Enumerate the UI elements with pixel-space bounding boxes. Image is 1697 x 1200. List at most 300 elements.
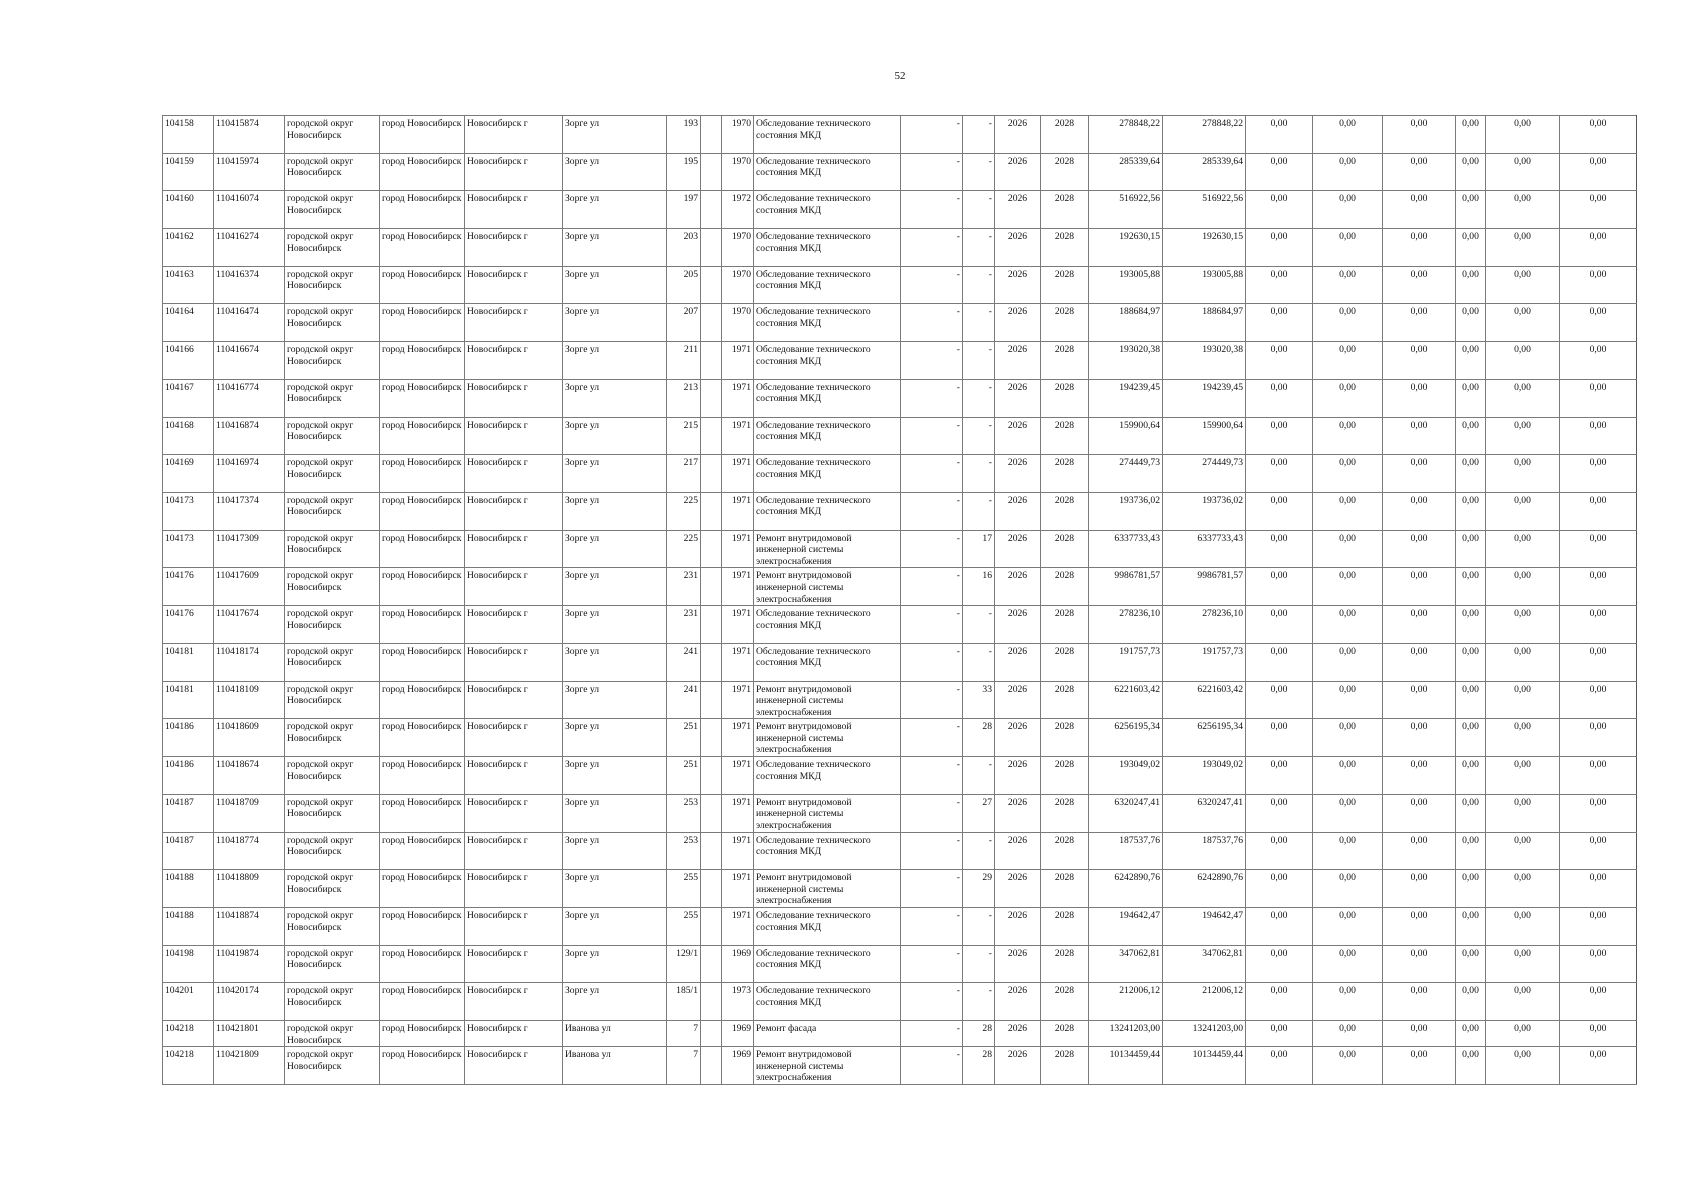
cell-c2: 17 — [963, 530, 995, 568]
cell-start: 2026 — [995, 266, 1041, 304]
cell-f2: 0,00 — [1313, 606, 1383, 644]
cell-house: 211 — [667, 342, 701, 380]
cell-locality: город Новосибирск — [380, 304, 465, 342]
cell-f2: 0,00 — [1313, 794, 1383, 832]
cell-district: городской округ Новосибирск — [285, 568, 380, 606]
cell-code: 110418109 — [214, 681, 285, 719]
cell-c1: - — [901, 1047, 963, 1085]
table-row — [163, 153, 1637, 191]
cell-start: 2026 — [995, 492, 1041, 530]
cell-district: городской округ Новосибирск — [285, 191, 380, 229]
cell-f2: 0,00 — [1313, 643, 1383, 681]
cell-c2: 28 — [963, 1047, 995, 1085]
table-row — [163, 794, 1637, 832]
cell-empty — [701, 530, 722, 568]
cell-house: 195 — [667, 153, 701, 191]
cell-empty — [701, 455, 722, 493]
cell-f6: 0,00 — [1560, 530, 1637, 568]
cell-f2: 0,00 — [1313, 983, 1383, 1021]
cell-district: городской округ Новосибирск — [285, 945, 380, 983]
cell-locality: город Новосибирск — [380, 568, 465, 606]
cell-fund: 6242890,76 — [1163, 870, 1246, 908]
cell-house: 203 — [667, 229, 701, 267]
cell-id: 104176 — [163, 568, 214, 606]
cell-f6: 0,00 — [1560, 870, 1637, 908]
cell-c2: - — [963, 266, 995, 304]
cell-f1: 0,00 — [1246, 908, 1313, 946]
cell-f4: 0,00 — [1456, 908, 1486, 946]
cell-f1: 0,00 — [1246, 116, 1313, 154]
cell-f2: 0,00 — [1313, 116, 1383, 154]
cell-id: 104169 — [163, 455, 214, 493]
cell-f5: 0,00 — [1486, 417, 1560, 455]
cell-work: Ремонт внутридомовой инженерной системы электроснабжения — [754, 530, 901, 568]
cell-code: 110419874 — [214, 945, 285, 983]
cell-total: 516922,56 — [1089, 191, 1163, 229]
cell-f6: 0,00 — [1560, 455, 1637, 493]
cell-f4: 0,00 — [1456, 568, 1486, 606]
cell-empty — [701, 492, 722, 530]
cell-f4: 0,00 — [1456, 1047, 1486, 1085]
cell-district: городской округ Новосибирск — [285, 266, 380, 304]
cell-street: Зорге ул — [563, 832, 667, 870]
cell-f1: 0,00 — [1246, 643, 1313, 681]
cell-city: Новосибирск г — [465, 643, 563, 681]
cell-id: 104173 — [163, 492, 214, 530]
cell-f4: 0,00 — [1456, 794, 1486, 832]
cell-f2: 0,00 — [1313, 719, 1383, 757]
cell-end: 2028 — [1041, 945, 1089, 983]
cell-f6: 0,00 — [1560, 757, 1637, 795]
cell-f2: 0,00 — [1313, 945, 1383, 983]
cell-f5: 0,00 — [1486, 530, 1560, 568]
cell-id: 104168 — [163, 417, 214, 455]
cell-start: 2026 — [995, 832, 1041, 870]
cell-f1: 0,00 — [1246, 757, 1313, 795]
cell-f2: 0,00 — [1313, 191, 1383, 229]
cell-end: 2028 — [1041, 116, 1089, 154]
cell-city: Новосибирск г — [465, 945, 563, 983]
cell-district: городской округ Новосибирск — [285, 153, 380, 191]
cell-house: 185/1 — [667, 983, 701, 1021]
cell-locality: город Новосибирск — [380, 492, 465, 530]
cell-f3: 0,00 — [1383, 1021, 1456, 1047]
cell-f1: 0,00 — [1246, 1047, 1313, 1085]
cell-total: 278236,10 — [1089, 606, 1163, 644]
cell-code: 110417674 — [214, 606, 285, 644]
cell-f6: 0,00 — [1560, 643, 1637, 681]
cell-f2: 0,00 — [1313, 1047, 1383, 1085]
table-row — [163, 266, 1637, 304]
cell-f5: 0,00 — [1486, 153, 1560, 191]
cell-work: Ремонт внутридомовой инженерной системы электроснабжения — [754, 870, 901, 908]
cell-fund: 159900,64 — [1163, 417, 1246, 455]
cell-street: Зорге ул — [563, 229, 667, 267]
cell-district: городской округ Новосибирск — [285, 606, 380, 644]
cell-total: 212006,12 — [1089, 983, 1163, 1021]
cell-district: городской округ Новосибирск — [285, 229, 380, 267]
cell-f2: 0,00 — [1313, 304, 1383, 342]
cell-house: 7 — [667, 1021, 701, 1047]
cell-total: 159900,64 — [1089, 417, 1163, 455]
cell-start: 2026 — [995, 530, 1041, 568]
cell-empty — [701, 757, 722, 795]
cell-f2: 0,00 — [1313, 379, 1383, 417]
cell-start: 2026 — [995, 757, 1041, 795]
cell-code: 110415974 — [214, 153, 285, 191]
cell-total: 188684,97 — [1089, 304, 1163, 342]
cell-year: 1971 — [722, 870, 754, 908]
cell-fund: 274449,73 — [1163, 455, 1246, 493]
cell-end: 2028 — [1041, 229, 1089, 267]
cell-end: 2028 — [1041, 304, 1089, 342]
cell-street: Зорге ул — [563, 153, 667, 191]
cell-locality: город Новосибирск — [380, 229, 465, 267]
cell-house: 193 — [667, 116, 701, 154]
cell-f4: 0,00 — [1456, 606, 1486, 644]
cell-f5: 0,00 — [1486, 342, 1560, 380]
table-row — [163, 379, 1637, 417]
cell-start: 2026 — [995, 606, 1041, 644]
cell-district: городской округ Новосибирск — [285, 832, 380, 870]
cell-year: 1971 — [722, 379, 754, 417]
cell-f5: 0,00 — [1486, 568, 1560, 606]
cell-code: 110416874 — [214, 417, 285, 455]
cell-c2: - — [963, 643, 995, 681]
cell-f5: 0,00 — [1486, 643, 1560, 681]
cell-id: 104201 — [163, 983, 214, 1021]
cell-c2: - — [963, 417, 995, 455]
cell-f1: 0,00 — [1246, 342, 1313, 380]
cell-city: Новосибирск г — [465, 417, 563, 455]
cell-f1: 0,00 — [1246, 832, 1313, 870]
cell-f5: 0,00 — [1486, 832, 1560, 870]
cell-fund: 6256195,34 — [1163, 719, 1246, 757]
cell-year: 1971 — [722, 643, 754, 681]
cell-code: 110418674 — [214, 757, 285, 795]
cell-f5: 0,00 — [1486, 304, 1560, 342]
cell-house: 241 — [667, 681, 701, 719]
cell-code: 110417374 — [214, 492, 285, 530]
cell-end: 2028 — [1041, 757, 1089, 795]
cell-code: 110417609 — [214, 568, 285, 606]
cell-c1: - — [901, 870, 963, 908]
cell-f5: 0,00 — [1486, 606, 1560, 644]
cell-total: 194642,47 — [1089, 908, 1163, 946]
cell-f6: 0,00 — [1560, 832, 1637, 870]
cell-locality: город Новосибирск — [380, 832, 465, 870]
cell-work: Обследование технического состояния МКД — [754, 417, 901, 455]
cell-fund: 212006,12 — [1163, 983, 1246, 1021]
cell-f2: 0,00 — [1313, 681, 1383, 719]
cell-f1: 0,00 — [1246, 945, 1313, 983]
cell-district: городской округ Новосибирск — [285, 492, 380, 530]
cell-start: 2026 — [995, 983, 1041, 1021]
cell-f6: 0,00 — [1560, 1021, 1637, 1047]
cell-c1: - — [901, 455, 963, 493]
cell-id: 104218 — [163, 1021, 214, 1047]
cell-id: 104158 — [163, 116, 214, 154]
cell-start: 2026 — [995, 568, 1041, 606]
cell-c2: 27 — [963, 794, 995, 832]
cell-end: 2028 — [1041, 606, 1089, 644]
cell-c2: - — [963, 455, 995, 493]
cell-fund: 6221603,42 — [1163, 681, 1246, 719]
cell-id: 104167 — [163, 379, 214, 417]
cell-locality: город Новосибирск — [380, 983, 465, 1021]
cell-start: 2026 — [995, 643, 1041, 681]
cell-code: 110421801 — [214, 1021, 285, 1047]
cell-street: Зорге ул — [563, 379, 667, 417]
cell-f3: 0,00 — [1383, 266, 1456, 304]
cell-total: 6337733,43 — [1089, 530, 1163, 568]
cell-city: Новосибирск г — [465, 1021, 563, 1047]
cell-f3: 0,00 — [1383, 530, 1456, 568]
cell-f6: 0,00 — [1560, 945, 1637, 983]
cell-code: 110416674 — [214, 342, 285, 380]
cell-f6: 0,00 — [1560, 1047, 1637, 1085]
cell-fund: 285339,64 — [1163, 153, 1246, 191]
cell-street: Иванова ул — [563, 1021, 667, 1047]
cell-id: 104181 — [163, 681, 214, 719]
cell-f4: 0,00 — [1456, 116, 1486, 154]
cell-locality: город Новосибирск — [380, 643, 465, 681]
cell-house: 129/1 — [667, 945, 701, 983]
registry-table — [162, 115, 1637, 1085]
cell-work: Ремонт внутридомовой инженерной системы электроснабжения — [754, 1047, 901, 1085]
cell-year: 1971 — [722, 832, 754, 870]
cell-street: Зорге ул — [563, 643, 667, 681]
cell-start: 2026 — [995, 116, 1041, 154]
cell-work: Обследование технического состояния МКД — [754, 455, 901, 493]
cell-house: 213 — [667, 379, 701, 417]
cell-f2: 0,00 — [1313, 530, 1383, 568]
cell-c2: - — [963, 116, 995, 154]
cell-f4: 0,00 — [1456, 417, 1486, 455]
cell-f1: 0,00 — [1246, 153, 1313, 191]
cell-f2: 0,00 — [1313, 153, 1383, 191]
cell-year: 1970 — [722, 153, 754, 191]
cell-street: Зорге ул — [563, 719, 667, 757]
cell-city: Новосибирск г — [465, 342, 563, 380]
cell-street: Зорге ул — [563, 342, 667, 380]
cell-city: Новосибирск г — [465, 116, 563, 154]
cell-district: городской округ Новосибирск — [285, 304, 380, 342]
cell-street: Зорге ул — [563, 530, 667, 568]
cell-c1: - — [901, 983, 963, 1021]
cell-year: 1972 — [722, 191, 754, 229]
cell-f1: 0,00 — [1246, 794, 1313, 832]
cell-end: 2028 — [1041, 870, 1089, 908]
cell-f5: 0,00 — [1486, 266, 1560, 304]
cell-work: Обследование технического состояния МКД — [754, 266, 901, 304]
cell-code: 110418809 — [214, 870, 285, 908]
cell-work: Обследование технического состояния МКД — [754, 153, 901, 191]
cell-f1: 0,00 — [1246, 983, 1313, 1021]
cell-f2: 0,00 — [1313, 417, 1383, 455]
cell-city: Новосибирск г — [465, 379, 563, 417]
cell-start: 2026 — [995, 908, 1041, 946]
cell-f1: 0,00 — [1246, 455, 1313, 493]
cell-city: Новосибирск г — [465, 530, 563, 568]
cell-year: 1970 — [722, 304, 754, 342]
cell-year: 1973 — [722, 983, 754, 1021]
cell-empty — [701, 719, 722, 757]
table-row — [163, 643, 1637, 681]
cell-code: 110416374 — [214, 266, 285, 304]
cell-f1: 0,00 — [1246, 681, 1313, 719]
cell-fund: 194642,47 — [1163, 908, 1246, 946]
cell-empty — [701, 568, 722, 606]
cell-city: Новосибирск г — [465, 719, 563, 757]
cell-work: Ремонт внутридомовой инженерной системы электроснабжения — [754, 719, 901, 757]
cell-locality: город Новосибирск — [380, 908, 465, 946]
cell-house: 215 — [667, 417, 701, 455]
cell-street: Зорге ул — [563, 304, 667, 342]
cell-fund: 10134459,44 — [1163, 1047, 1246, 1085]
cell-f3: 0,00 — [1383, 681, 1456, 719]
cell-f5: 0,00 — [1486, 191, 1560, 229]
cell-empty — [701, 116, 722, 154]
cell-district: городской округ Новосибирск — [285, 643, 380, 681]
cell-f5: 0,00 — [1486, 757, 1560, 795]
cell-c1: - — [901, 417, 963, 455]
cell-start: 2026 — [995, 417, 1041, 455]
cell-f6: 0,00 — [1560, 116, 1637, 154]
cell-f6: 0,00 — [1560, 794, 1637, 832]
cell-empty — [701, 945, 722, 983]
cell-c2: 28 — [963, 1021, 995, 1047]
cell-c2: - — [963, 229, 995, 267]
cell-c1: - — [901, 945, 963, 983]
cell-f1: 0,00 — [1246, 1021, 1313, 1047]
cell-f1: 0,00 — [1246, 606, 1313, 644]
cell-work: Обследование технического состояния МКД — [754, 342, 901, 380]
cell-year: 1971 — [722, 455, 754, 493]
cell-c1: - — [901, 832, 963, 870]
cell-id: 104160 — [163, 191, 214, 229]
table-row — [163, 945, 1637, 983]
cell-f3: 0,00 — [1383, 1047, 1456, 1085]
cell-f2: 0,00 — [1313, 870, 1383, 908]
cell-locality: город Новосибирск — [380, 266, 465, 304]
cell-house: 253 — [667, 832, 701, 870]
cell-id: 104159 — [163, 153, 214, 191]
cell-c1: - — [901, 266, 963, 304]
cell-street: Зорге ул — [563, 266, 667, 304]
cell-house: 197 — [667, 191, 701, 229]
cell-fund: 6320247,41 — [1163, 794, 1246, 832]
cell-start: 2026 — [995, 379, 1041, 417]
cell-f4: 0,00 — [1456, 153, 1486, 191]
cell-end: 2028 — [1041, 983, 1089, 1021]
cell-f3: 0,00 — [1383, 643, 1456, 681]
cell-c2: - — [963, 342, 995, 380]
cell-work: Обследование технического состояния МКД — [754, 492, 901, 530]
cell-code: 110418709 — [214, 794, 285, 832]
cell-year: 1971 — [722, 568, 754, 606]
cell-start: 2026 — [995, 153, 1041, 191]
cell-empty — [701, 908, 722, 946]
cell-locality: город Новосибирск — [380, 719, 465, 757]
cell-house: 7 — [667, 1047, 701, 1085]
cell-f2: 0,00 — [1313, 492, 1383, 530]
cell-end: 2028 — [1041, 266, 1089, 304]
cell-f3: 0,00 — [1383, 116, 1456, 154]
cell-f6: 0,00 — [1560, 983, 1637, 1021]
cell-street: Зорге ул — [563, 191, 667, 229]
cell-id: 104164 — [163, 304, 214, 342]
cell-code: 110417309 — [214, 530, 285, 568]
cell-street: Зорге ул — [563, 417, 667, 455]
cell-f5: 0,00 — [1486, 681, 1560, 719]
cell-house: 253 — [667, 794, 701, 832]
cell-district: городской округ Новосибирск — [285, 1047, 380, 1085]
cell-fund: 187537,76 — [1163, 832, 1246, 870]
cell-f4: 0,00 — [1456, 832, 1486, 870]
cell-house: 255 — [667, 870, 701, 908]
cell-f6: 0,00 — [1560, 908, 1637, 946]
cell-district: городской округ Новосибирск — [285, 719, 380, 757]
cell-end: 2028 — [1041, 719, 1089, 757]
cell-c1: - — [901, 606, 963, 644]
cell-city: Новосибирск г — [465, 266, 563, 304]
cell-year: 1969 — [722, 1047, 754, 1085]
cell-house: 255 — [667, 908, 701, 946]
cell-locality: город Новосибирск — [380, 870, 465, 908]
cell-year: 1971 — [722, 757, 754, 795]
cell-street: Зорге ул — [563, 757, 667, 795]
cell-c2: - — [963, 945, 995, 983]
cell-year: 1971 — [722, 681, 754, 719]
cell-id: 104198 — [163, 945, 214, 983]
cell-f4: 0,00 — [1456, 719, 1486, 757]
cell-f3: 0,00 — [1383, 606, 1456, 644]
cell-empty — [701, 417, 722, 455]
cell-c1: - — [901, 153, 963, 191]
cell-empty — [701, 832, 722, 870]
cell-f5: 0,00 — [1486, 229, 1560, 267]
cell-c1: - — [901, 342, 963, 380]
cell-work: Обследование технического состояния МКД — [754, 304, 901, 342]
cell-f6: 0,00 — [1560, 379, 1637, 417]
cell-start: 2026 — [995, 304, 1041, 342]
cell-locality: город Новосибирск — [380, 1047, 465, 1085]
cell-district: городской округ Новосибирск — [285, 417, 380, 455]
cell-year: 1971 — [722, 908, 754, 946]
cell-start: 2026 — [995, 342, 1041, 380]
cell-district: городской округ Новосибирск — [285, 681, 380, 719]
cell-f1: 0,00 — [1246, 304, 1313, 342]
cell-house: 225 — [667, 530, 701, 568]
cell-year: 1971 — [722, 794, 754, 832]
cell-c2: - — [963, 832, 995, 870]
cell-c2: 16 — [963, 568, 995, 606]
cell-district: городской округ Новосибирск — [285, 870, 380, 908]
cell-f4: 0,00 — [1456, 229, 1486, 267]
cell-total: 193736,02 — [1089, 492, 1163, 530]
cell-id: 104173 — [163, 530, 214, 568]
cell-district: городской округ Новосибирск — [285, 342, 380, 380]
cell-city: Новосибирск г — [465, 191, 563, 229]
cell-work: Обследование технического состояния МКД — [754, 908, 901, 946]
table-row — [163, 229, 1637, 267]
cell-city: Новосибирск г — [465, 492, 563, 530]
cell-f4: 0,00 — [1456, 379, 1486, 417]
cell-id: 104187 — [163, 794, 214, 832]
cell-end: 2028 — [1041, 455, 1089, 493]
cell-house: 251 — [667, 757, 701, 795]
